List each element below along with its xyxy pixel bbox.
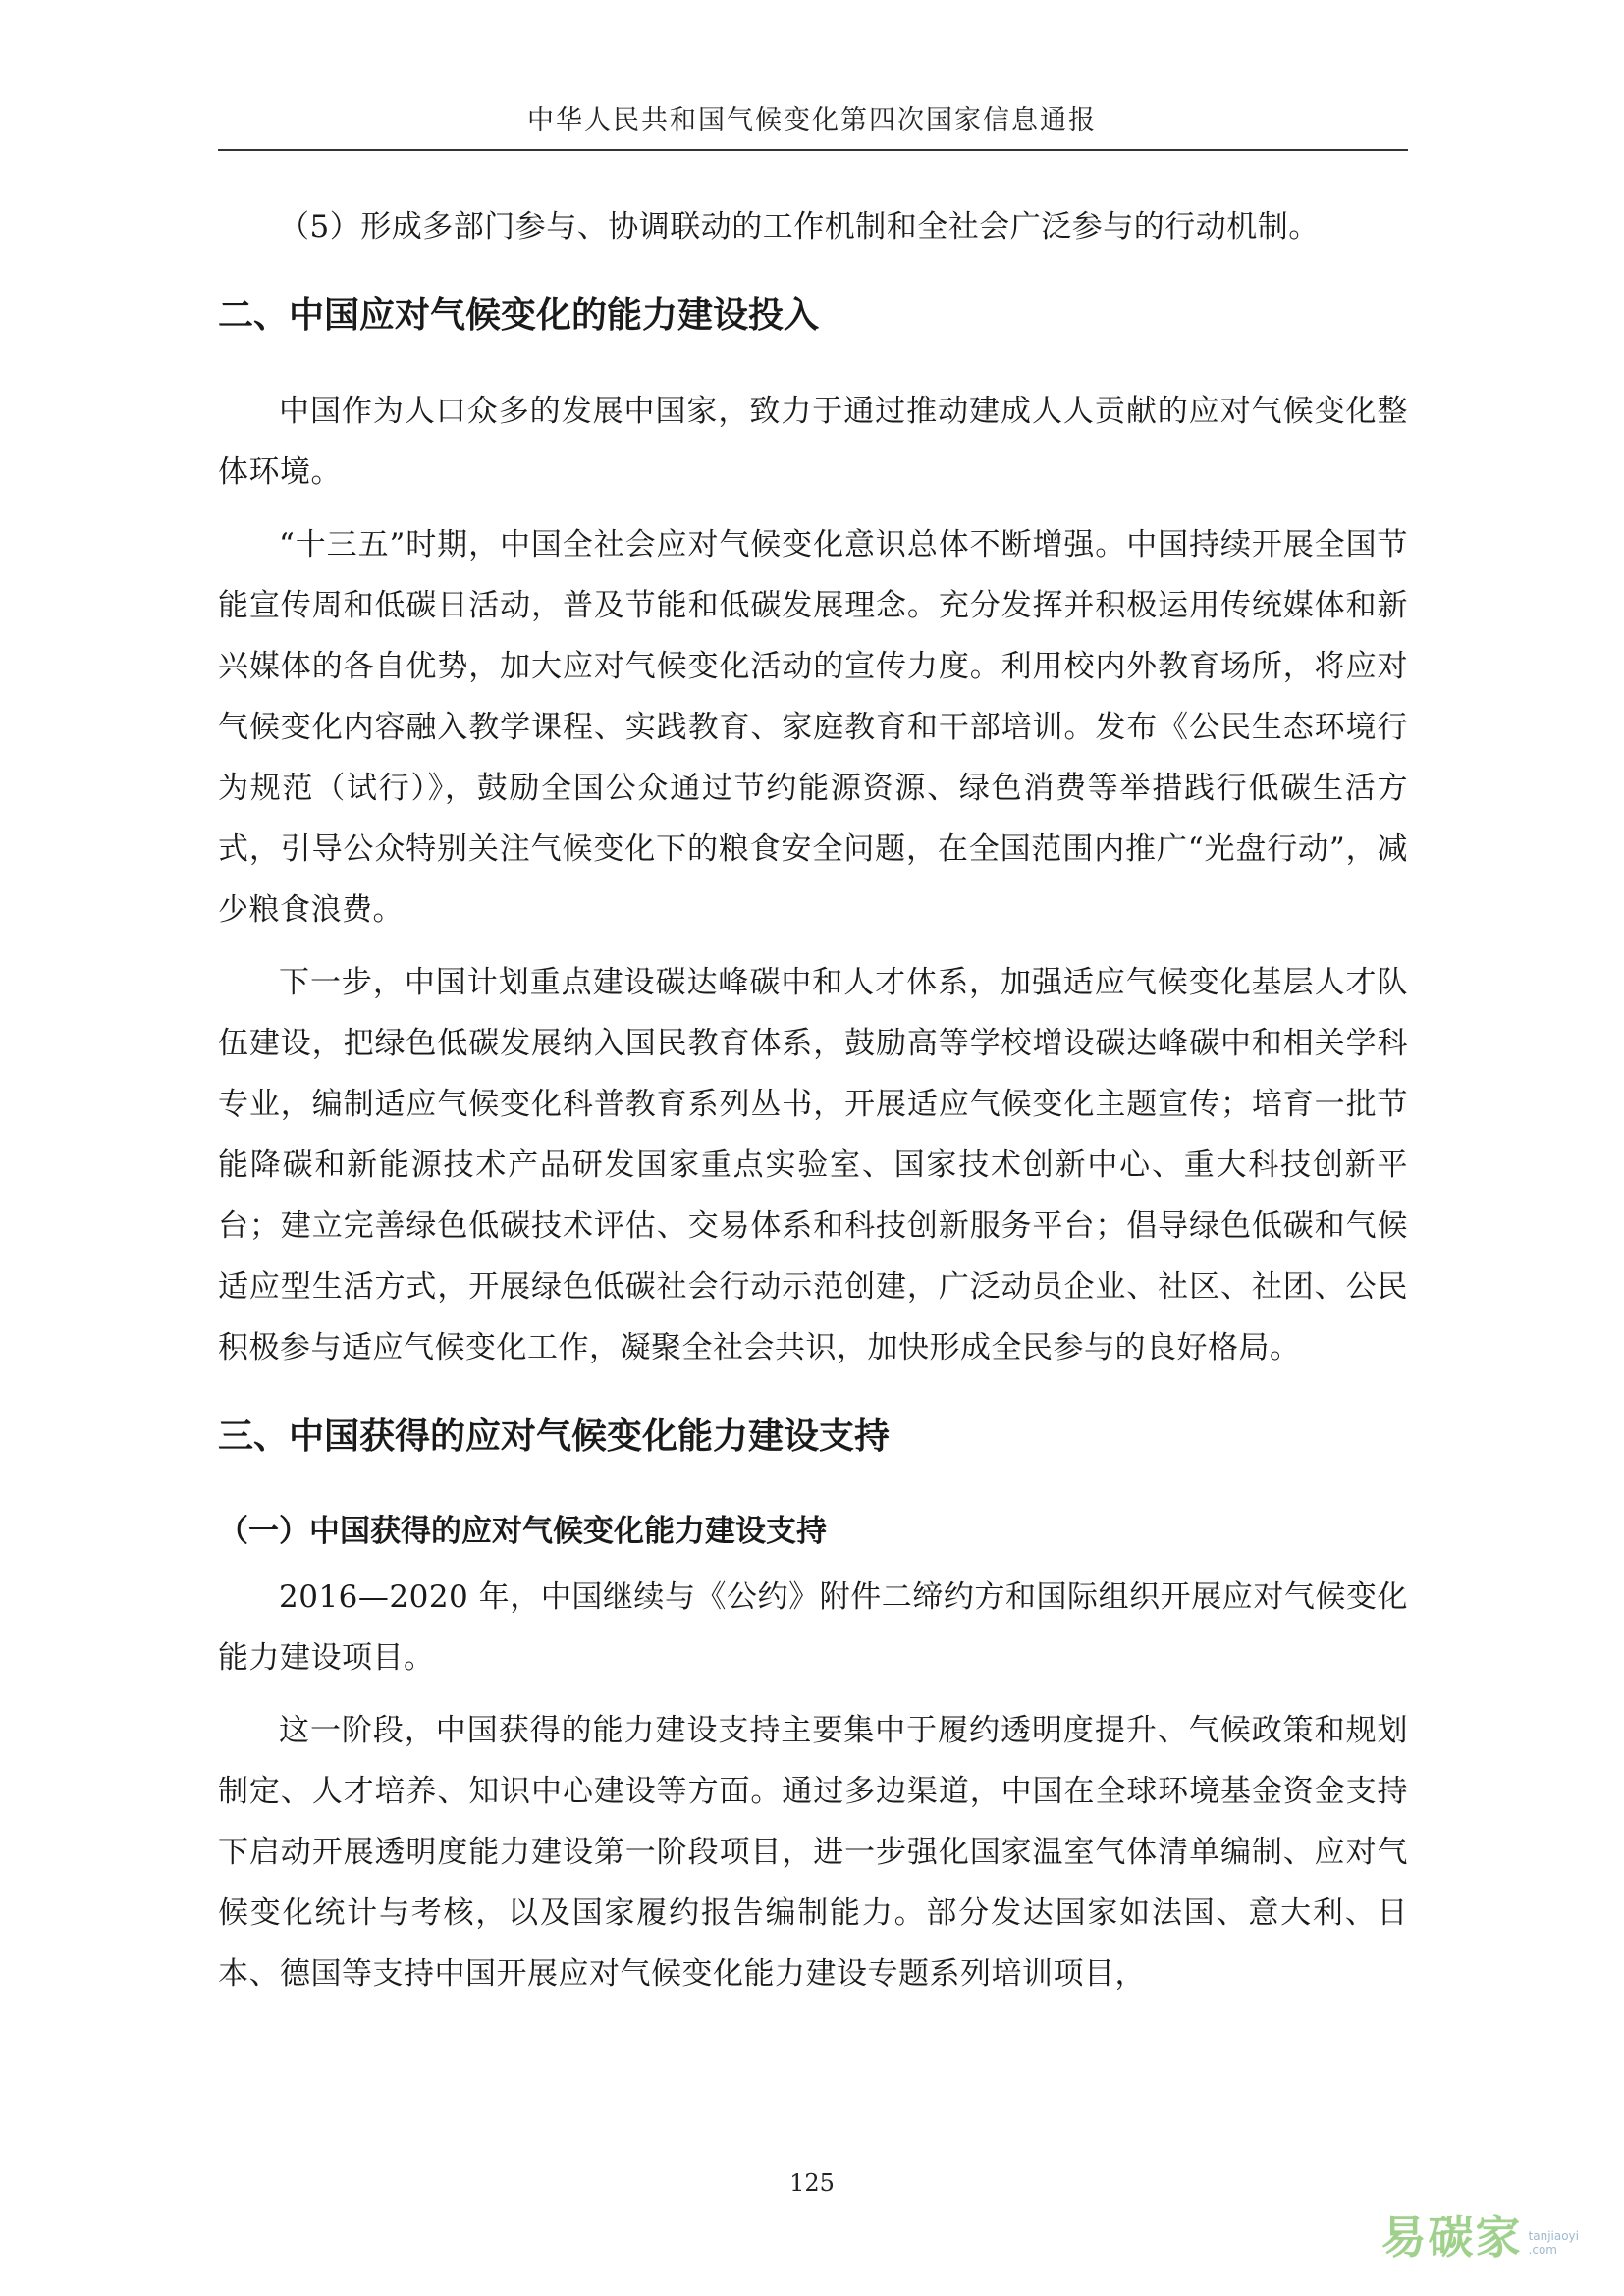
page-number: 125 (789, 2169, 835, 2197)
section-3-subheading-1: （一）中国获得的应对气候变化能力建设支持 (218, 1514, 827, 1549)
page-content (218, 196, 1408, 2016)
watermark-domain-line-1: tanjiaoyi (1528, 2229, 1579, 2243)
running-header: 中华人民共和国气候变化第四次国家信息通报 (527, 105, 1097, 135)
watermark-domain (1529, 2229, 1579, 2267)
intro-paragraph: （5）形成多部门参与、协调联动的工作机制和全社会广泛参与的行动机制。 (279, 209, 1320, 244)
section-3-paragraph-1: 2016—2020 年，中国继续与《公约》附件二缔约方和国际组织开展应对气候变化能力建设项目。 (218, 1579, 1408, 1676)
section-3-heading: 三、中国获得的应对气候变化能力建设支持 (218, 1416, 891, 1457)
section-3-paragraph-2: 这一阶段，中国获得的能力建设支持主要集中于履约透明度提升、气候政策和规划制定、人才培养、知识中心建设等方面。通过多边渠道，中国在全球环境基金资金支持下启动开展透明度能力建设第一阶段项目，进一步强化国家温室气体清单编制、应对气候变化统计与考核，以及国家履约报告编制能力。部分发达国家如法国、意大利、日本、德国等支持中国开展应对气候变化能力建设专题系列培训项目， (218, 1713, 1408, 1992)
section-2-heading: 二、中国应对气候变化的能力建设投入 (218, 295, 820, 336)
header-divider (218, 149, 1408, 151)
watermark-logo (1381, 2202, 1579, 2267)
section-2-paragraph-1: 中国作为人口众多的发展中国家，致力于通过推动建成人人贡献的应对气候变化整体环境。 (218, 394, 1408, 490)
section-2-paragraph-2: “十三五”时期，中国全社会应对气候变化意识总体不断增强。中国持续开展全国节能宣传周和低碳日活动，普及节能和低碳发展理念。充分发挥并积极运用传统媒体和新兴媒体的各自优势，加大应对气候变化活动的宣传力度。利用校内外教育场所，将应对气候变化内容融入教学课程、实践教育、家庭教育和干部培训。发布《公民生态环境行为规范（试行）》，鼓励全国公众通过节约能源资源、绿色消费等举措践行低碳生活方式，引导公众特别关注气候变化下的粮食安全问题，在全国范围内推广“光盘行动”，减少粮食浪费。 (218, 527, 1408, 928)
section-2-paragraph-3: 下一步，中国计划重点建设碳达峰碳中和人才体系，加强适应气候变化基层人才队伍建设，把绿色低碳发展纳入国民教育体系，鼓励高等学校增设碳达峰碳中和相关学科专业，编制适应气候变化科普教育系列丛书，开展适应气候变化主题宣传；培育一批节能降碳和新能源技术产品研发国家重点实验室、国家技术创新中心、重大科技创新平台；建立完善绿色低碳技术评估、交易体系和科技创新服务平台；倡导绿色低碳和气候适应型生活方式，开展绿色低碳社会行动示范创建，广泛动员企业、社区、社团、公民积极参与适应气候变化工作，凝聚全社会共识，加快形成全民参与的良好格局。 (218, 965, 1408, 1365)
watermark-brand: 易碳家 (1380, 2211, 1523, 2264)
watermark-domain-line-2: .com (1528, 2243, 1557, 2257)
